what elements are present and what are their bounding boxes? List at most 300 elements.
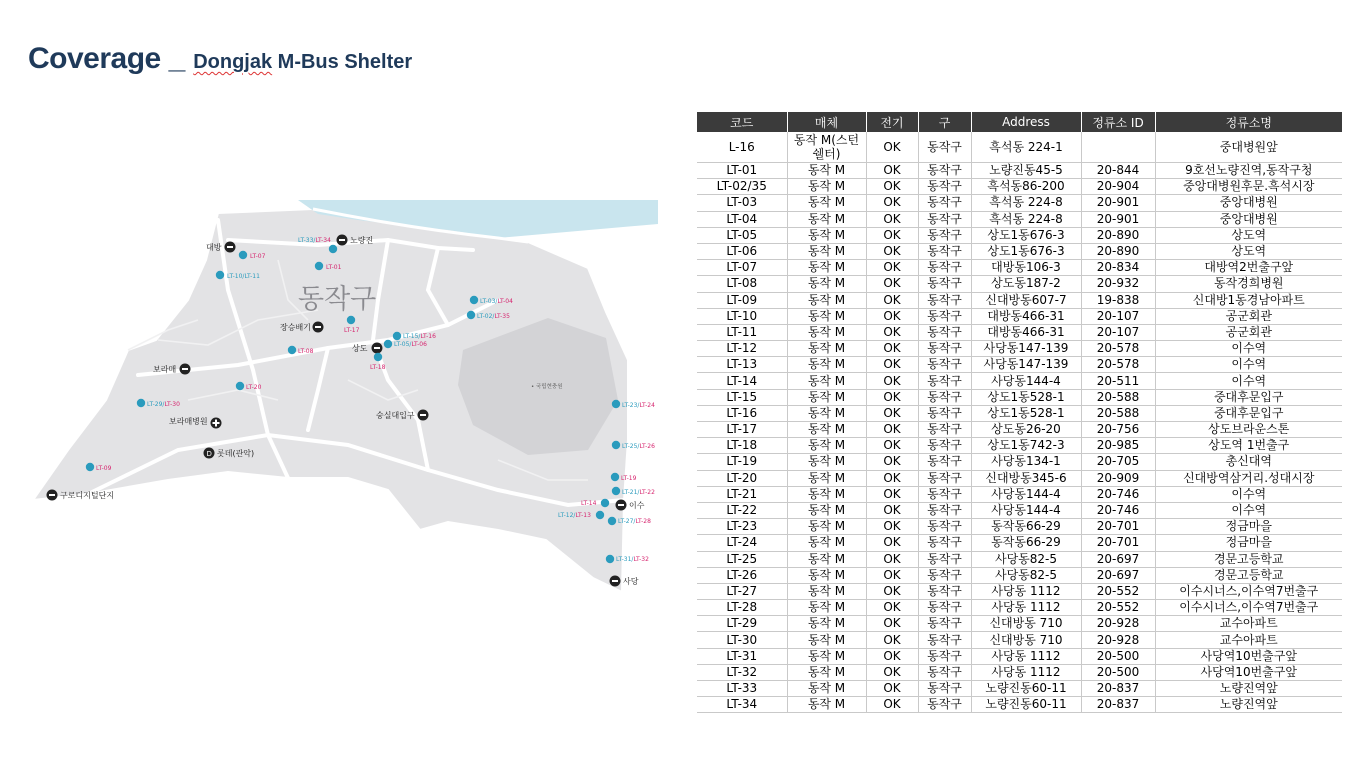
cell-media: 동작 M [787, 600, 866, 616]
marker-dot [236, 382, 244, 390]
marker-label: LT-29/LT-30 [147, 401, 180, 408]
cell-stop-name: 공군회관 [1155, 308, 1342, 324]
subway-icon-bar [618, 504, 624, 506]
cell-power: OK [866, 519, 918, 535]
marker-dot [612, 400, 620, 408]
cell-stop-id: 20-511 [1081, 373, 1155, 389]
cell-district: 동작구 [918, 616, 971, 632]
table-row [697, 600, 1342, 616]
cell-stop-id: 20-928 [1081, 616, 1155, 632]
cell-power: OK [866, 551, 918, 567]
cell-stop-id: 20-107 [1081, 308, 1155, 324]
cell-district: 동작구 [918, 292, 971, 308]
cell-power: OK [866, 422, 918, 438]
cell-district: 동작구 [918, 422, 971, 438]
cell-district: 동작구 [918, 211, 971, 227]
station-label: 보라매병원 [169, 417, 208, 426]
title-sub-prefix: Dongjak [193, 51, 273, 73]
cell-media: 동작 M [787, 341, 866, 357]
col-header-district: 구 [918, 112, 971, 132]
cell-address: 상도1동676-3 [971, 227, 1081, 243]
cell-stop-id: 20-901 [1081, 211, 1155, 227]
cell-media: 동작 M [787, 502, 866, 518]
cell-stop-id: 20-756 [1081, 422, 1155, 438]
cell-district: 동작구 [918, 260, 971, 276]
cell-media: 동작 M [787, 211, 866, 227]
cell-address: 상도1동676-3 [971, 243, 1081, 259]
cell-stop-name: 노량진역앞 [1155, 697, 1342, 713]
table-row [697, 664, 1342, 680]
marker-dot [596, 511, 604, 519]
cell-power: OK [866, 341, 918, 357]
cell-media: 동작 M [787, 243, 866, 259]
cell-stop-name: 노량진역앞 [1155, 681, 1342, 697]
cell-address: 노량진동45-5 [971, 163, 1081, 179]
subway-icon-bar [227, 246, 233, 248]
cell-stop-name: 이수시너스,이수역7번출구 [1155, 583, 1342, 599]
marker-label: LT-03/LT-04 [480, 298, 513, 305]
table-header-row [697, 112, 1342, 132]
marker-label: LT-17 [344, 327, 360, 334]
cell-stop-id: 20-552 [1081, 600, 1155, 616]
cell-stop-name: 총신대역 [1155, 454, 1342, 470]
table-row [697, 681, 1342, 697]
cell-power: OK [866, 195, 918, 211]
cell-media: 동작 M [787, 664, 866, 680]
cell-power: OK [866, 179, 918, 195]
cell-power: OK [866, 681, 918, 697]
cell-stop-name: 교수아파트 [1155, 616, 1342, 632]
cell-address: 상도1동528-1 [971, 389, 1081, 405]
cell-district: 동작구 [918, 438, 971, 454]
cell-stop-name: 경문고등학교 [1155, 567, 1342, 583]
cell-address: 흑석동 224-1 [971, 132, 1081, 163]
cell-media: 동작 M [787, 438, 866, 454]
cell-district: 동작구 [918, 308, 971, 324]
cell-district: 동작구 [918, 551, 971, 567]
cell-address: 사당동 1112 [971, 600, 1081, 616]
table-row [697, 438, 1342, 454]
cell-stop-id: 20-844 [1081, 163, 1155, 179]
marker-dot [384, 340, 392, 348]
cell-power: OK [866, 260, 918, 276]
station-lotte [204, 448, 255, 459]
cell-address: 신대방동607-7 [971, 292, 1081, 308]
cell-stop-name: 중대후문입구 [1155, 389, 1342, 405]
cell-stop-name: 정금마을 [1155, 535, 1342, 551]
table-row [697, 243, 1342, 259]
subway-icon-bar [339, 239, 345, 241]
cell-power: OK [866, 243, 918, 259]
marker-label: LT-33/LT-34 [298, 237, 331, 244]
cell-address: 신대방동 710 [971, 616, 1081, 632]
cell-stop-name: 중앙대병원 [1155, 195, 1342, 211]
cell-stop-name: 사당역10번출구앞 [1155, 648, 1342, 664]
cell-stop-id: 20-578 [1081, 357, 1155, 373]
cell-stop-id: 20-909 [1081, 470, 1155, 486]
marker-dot [137, 399, 145, 407]
cell-stop-id: 20-701 [1081, 519, 1155, 535]
cell-address: 상도동187-2 [971, 276, 1081, 292]
cell-power: OK [866, 227, 918, 243]
table-row [697, 227, 1342, 243]
cell-media: 동작 M [787, 292, 866, 308]
cell-media: 동작 M [787, 583, 866, 599]
cell-code: LT-24 [697, 535, 787, 551]
cell-stop-id: 20-928 [1081, 632, 1155, 648]
cell-address: 신대방동345-6 [971, 470, 1081, 486]
cell-stop-id: 20-890 [1081, 227, 1155, 243]
cell-code: LT-01 [697, 163, 787, 179]
cell-stop-name: 상도역 [1155, 243, 1342, 259]
table-row [697, 422, 1342, 438]
cell-district: 동작구 [918, 405, 971, 421]
cell-media: 동작 M [787, 227, 866, 243]
cell-stop-id: 20-834 [1081, 260, 1155, 276]
shelter-table-wrapper [697, 112, 1342, 713]
marker-label: LT-01 [326, 264, 342, 271]
cell-district: 동작구 [918, 163, 971, 179]
subway-icon-bar [315, 326, 321, 328]
cell-stop-id: 20-901 [1081, 195, 1155, 211]
cell-address: 사당동 1112 [971, 664, 1081, 680]
cell-media: 동작 M [787, 389, 866, 405]
cell-address: 사당동82-5 [971, 551, 1081, 567]
cell-district: 동작구 [918, 179, 971, 195]
marker-label: LT-21/LT-22 [622, 489, 655, 496]
marker-label: LT-07 [250, 253, 266, 260]
cell-power: OK [866, 324, 918, 340]
cell-power: OK [866, 373, 918, 389]
cell-code: LT-28 [697, 600, 787, 616]
col-header-code: 코드 [697, 112, 787, 132]
cell-stop-name: 상도역 [1155, 227, 1342, 243]
cell-stop-id: 20-578 [1081, 341, 1155, 357]
table-row [697, 470, 1342, 486]
cell-stop-id [1081, 132, 1155, 163]
cell-address: 사당동144-4 [971, 486, 1081, 502]
cell-address: 상도1동528-1 [971, 405, 1081, 421]
col-header-address: Address [971, 112, 1081, 132]
marker-dot [288, 346, 296, 354]
cell-address: 사당동144-4 [971, 502, 1081, 518]
cell-code: LT-32 [697, 664, 787, 680]
marker-label: LT-14 [581, 500, 597, 507]
cell-code: LT-07 [697, 260, 787, 276]
cell-stop-id: 20-697 [1081, 567, 1155, 583]
marker-dot [608, 517, 616, 525]
cell-stop-name: 신대방1동경남아파트 [1155, 292, 1342, 308]
cell-power: OK [866, 616, 918, 632]
marker-label: LT-23/LT-24 [622, 402, 655, 409]
cell-stop-name: 이수시너스,이수역7번출구 [1155, 600, 1342, 616]
cell-media: 동작 M [787, 535, 866, 551]
cell-stop-id: 20-837 [1081, 681, 1155, 697]
cell-media: 동작 M [787, 405, 866, 421]
cell-stop-name: 이수역 [1155, 373, 1342, 389]
cell-code: LT-08 [697, 276, 787, 292]
cell-media: 동작 M [787, 486, 866, 502]
cell-district: 동작구 [918, 470, 971, 486]
station-label: 대방 [206, 243, 222, 252]
table-row [697, 567, 1342, 583]
cell-code: LT-09 [697, 292, 787, 308]
cell-code: LT-13 [697, 357, 787, 373]
cell-power: OK [866, 292, 918, 308]
cell-stop-name: 이수역 [1155, 502, 1342, 518]
cell-media: 동작 M [787, 422, 866, 438]
cell-power: OK [866, 132, 918, 163]
station-label: 구로디지털단지 [60, 491, 115, 500]
cell-media: 동작 M [787, 308, 866, 324]
cell-code: LT-10 [697, 308, 787, 324]
subway-icon-bar [374, 347, 380, 349]
table-row [697, 373, 1342, 389]
cell-power: OK [866, 211, 918, 227]
cell-stop-name: 정금마을 [1155, 519, 1342, 535]
cell-power: OK [866, 389, 918, 405]
cell-code: LT-20 [697, 470, 787, 486]
cell-code: LT-03 [697, 195, 787, 211]
cell-address: 사당동 1112 [971, 648, 1081, 664]
cell-stop-name: 교수아파트 [1155, 632, 1342, 648]
cell-district: 동작구 [918, 519, 971, 535]
col-header-stop-id: 정류소 ID [1081, 112, 1155, 132]
table-row [697, 519, 1342, 535]
cell-stop-id: 20-746 [1081, 502, 1155, 518]
cell-district: 동작구 [918, 600, 971, 616]
cell-code: LT-29 [697, 616, 787, 632]
marker-dot [601, 499, 609, 507]
cell-stop-id: 20-697 [1081, 551, 1155, 567]
cell-code: LT-11 [697, 324, 787, 340]
cell-address: 대방동106-3 [971, 260, 1081, 276]
marker-dot [611, 473, 619, 481]
cell-district: 동작구 [918, 681, 971, 697]
station-daebang [206, 242, 236, 253]
cell-code: LT-18 [697, 438, 787, 454]
cell-address: 사당동147-139 [971, 341, 1081, 357]
cell-code: LT-21 [697, 486, 787, 502]
cell-stop-id: 20-932 [1081, 276, 1155, 292]
cell-code: LT-22 [697, 502, 787, 518]
cell-power: OK [866, 486, 918, 502]
table-row [697, 502, 1342, 518]
marker-dot [612, 487, 620, 495]
station-label: 장승배기 [280, 323, 311, 332]
cell-stop-id: 20-985 [1081, 438, 1155, 454]
cell-district: 동작구 [918, 502, 971, 518]
coverage-map [28, 200, 658, 600]
marker-label: LT-05/LT-06 [394, 341, 427, 348]
marker-label: LT-19 [621, 475, 637, 482]
cell-address: 사당동134-1 [971, 454, 1081, 470]
cell-address: 사당동82-5 [971, 567, 1081, 583]
cell-media: 동작 M [787, 260, 866, 276]
table-row [697, 616, 1342, 632]
title-sub [193, 51, 412, 73]
marker-dot [606, 555, 614, 563]
shelter-table [697, 112, 1342, 713]
table-row [697, 341, 1342, 357]
subway-icon-bar [49, 494, 55, 496]
cell-code: L-16 [697, 132, 787, 163]
table-row [697, 132, 1342, 163]
cell-district: 동작구 [918, 486, 971, 502]
cell-address: 상도동26-20 [971, 422, 1081, 438]
cell-stop-name: 중앙대병원후문.흑석시장 [1155, 179, 1342, 195]
cell-district: 동작구 [918, 357, 971, 373]
cell-address: 신대방동 710 [971, 632, 1081, 648]
table-row [697, 211, 1342, 227]
table-row [697, 276, 1342, 292]
station-label: 보라매 [153, 365, 177, 374]
marker-dot [470, 296, 478, 304]
cell-power: OK [866, 438, 918, 454]
cell-stop-name: 공군회관 [1155, 324, 1342, 340]
table-row [697, 308, 1342, 324]
cell-media: 동작 M [787, 648, 866, 664]
table-row [697, 324, 1342, 340]
cell-code: LT-27 [697, 583, 787, 599]
table-row [697, 486, 1342, 502]
cell-address: 흑석동86-200 [971, 179, 1081, 195]
cell-district: 동작구 [918, 373, 971, 389]
marker-label: LT-25/LT-26 [622, 443, 655, 450]
station-label: 숭실대입구 [376, 411, 415, 420]
cell-district: 동작구 [918, 276, 971, 292]
table-row [697, 357, 1342, 373]
cell-media: 동작 M [787, 681, 866, 697]
table-row [697, 405, 1342, 421]
cell-address: 사당동144-4 [971, 373, 1081, 389]
marker-dot [86, 463, 94, 471]
cell-district: 동작구 [918, 227, 971, 243]
cell-code: LT-06 [697, 243, 787, 259]
cell-stop-name: 중대병원앞 [1155, 132, 1342, 163]
marker-dot [393, 332, 401, 340]
cell-stop-id: 20-837 [1081, 697, 1155, 713]
cell-stop-name: 중앙대병원 [1155, 211, 1342, 227]
cell-stop-id: 20-588 [1081, 405, 1155, 421]
cell-district: 동작구 [918, 567, 971, 583]
cell-district: 동작구 [918, 195, 971, 211]
hospital-cross-h [213, 422, 220, 424]
cell-media: 동작 M [787, 454, 866, 470]
cell-power: OK [866, 535, 918, 551]
cell-code: LT-12 [697, 341, 787, 357]
cell-district: 동작구 [918, 648, 971, 664]
cell-stop-name: 경문고등학교 [1155, 551, 1342, 567]
cell-address: 동작동66-29 [971, 535, 1081, 551]
marker-dot [315, 262, 323, 270]
cell-code: LT-17 [697, 422, 787, 438]
cell-stop-id: 20-890 [1081, 243, 1155, 259]
cell-stop-name: 사당역10번출구앞 [1155, 664, 1342, 680]
table-row [697, 195, 1342, 211]
cell-code: LT-05 [697, 227, 787, 243]
cell-power: OK [866, 567, 918, 583]
marker-dot [239, 251, 247, 259]
cell-media: 동작 M(스턴 쉘터) [787, 132, 866, 163]
col-header-power: 전기 [866, 112, 918, 132]
cell-media: 동작 M [787, 697, 866, 713]
marker-label: LT-20 [246, 384, 262, 391]
table-row [697, 179, 1342, 195]
cell-stop-id: 20-705 [1081, 454, 1155, 470]
store-letter: D [206, 450, 212, 458]
cell-power: OK [866, 697, 918, 713]
station-sangdo [352, 343, 383, 354]
cell-code: LT-23 [697, 519, 787, 535]
table-body [697, 132, 1342, 713]
cell-stop-id: 20-904 [1081, 179, 1155, 195]
marker-dot [347, 316, 355, 324]
cell-stop-id: 20-588 [1081, 389, 1155, 405]
cell-code: LT-15 [697, 389, 787, 405]
cell-code: LT-25 [697, 551, 787, 567]
cell-power: OK [866, 357, 918, 373]
cell-code: LT-30 [697, 632, 787, 648]
cell-power: OK [866, 276, 918, 292]
table-row [697, 292, 1342, 308]
cell-district: 동작구 [918, 697, 971, 713]
cell-stop-name: 신대방역삼거리.성대시장 [1155, 470, 1342, 486]
cell-code: LT-31 [697, 648, 787, 664]
cell-district: 동작구 [918, 535, 971, 551]
station-isu [616, 500, 645, 511]
cell-code: LT-19 [697, 454, 787, 470]
table-row [697, 551, 1342, 567]
marker-label: LT-31/LT-32 [616, 556, 649, 563]
district-label: 동작구 [298, 284, 377, 315]
station-label: 이수 [629, 501, 645, 510]
marker-label: LT-09 [96, 465, 112, 472]
page-title [28, 42, 412, 76]
cell-media: 동작 M [787, 470, 866, 486]
cell-media: 동작 M [787, 519, 866, 535]
table-row [697, 454, 1342, 470]
subway-icon-bar [420, 414, 426, 416]
cell-code: LT-33 [697, 681, 787, 697]
cell-stop-name: 동작경희병원 [1155, 276, 1342, 292]
cell-media: 동작 M [787, 632, 866, 648]
cell-stop-id: 20-500 [1081, 648, 1155, 664]
marker-dot [374, 353, 382, 361]
cell-media: 동작 M [787, 551, 866, 567]
cell-media: 동작 M [787, 179, 866, 195]
cell-district: 동작구 [918, 583, 971, 599]
cell-district: 동작구 [918, 132, 971, 163]
cell-code: LT-26 [697, 567, 787, 583]
marker-dot [329, 245, 337, 253]
cell-district: 동작구 [918, 243, 971, 259]
subway-icon-bar [612, 580, 618, 582]
cell-address: 동작동66-29 [971, 519, 1081, 535]
station-boramae [153, 364, 191, 375]
cell-district: 동작구 [918, 341, 971, 357]
cell-code: LT-14 [697, 373, 787, 389]
table-row [697, 648, 1342, 664]
cell-media: 동작 M [787, 324, 866, 340]
cell-district: 동작구 [918, 664, 971, 680]
cell-media: 동작 M [787, 195, 866, 211]
station-sadang [610, 576, 639, 587]
cell-code: LT-16 [697, 405, 787, 421]
cell-stop-name: 중대후문입구 [1155, 405, 1342, 421]
cell-address: 사당동147-139 [971, 357, 1081, 373]
cell-address: 흑석동 224-8 [971, 195, 1081, 211]
